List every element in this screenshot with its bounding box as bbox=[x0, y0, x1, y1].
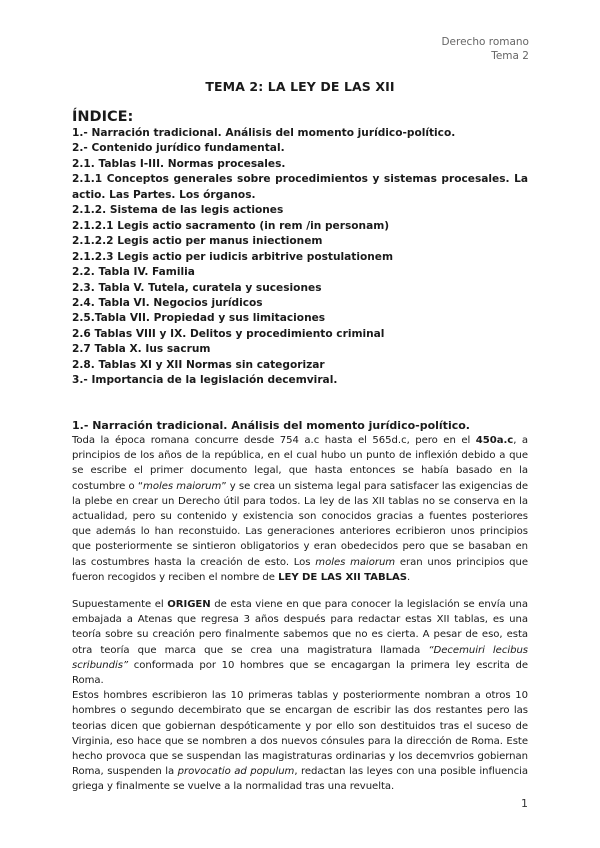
header-topic: Tema 2 bbox=[491, 49, 529, 62]
index-item: 2.2. Tabla IV. Familia bbox=[72, 266, 195, 279]
index-item: 2.1.2.2 Legis actio per manus iniectionem bbox=[72, 235, 323, 248]
index-list bbox=[72, 126, 528, 389]
index-item: 2.- Contenido jurídico fundamental. bbox=[72, 142, 285, 155]
text-run: de esta viene en que para conocer la legislación se envía una embajada a Atenas que regresa 3 años después para redactar estas XII tablas, es una teoría sobre su creación pero finalmente sabemos que no es cierta. A pesar de eso, esta otra teoría que marca que se crea una magistratura llamada bbox=[72, 599, 528, 656]
index-item: 2.1. Tablas I-III. Normas procesales. bbox=[72, 157, 286, 170]
index-item: 2.6 Tablas VIII y IX. Delitos y procedimiento criminal bbox=[72, 327, 385, 340]
index-item: 2.5.Tabla VII. Propiedad y sus limitaciones bbox=[72, 312, 326, 325]
index-item: 1.- Narración tradicional. Análisis del momento jurídico-político. bbox=[72, 127, 456, 139]
paragraph-1 bbox=[72, 433, 528, 585]
index-item: 2.1.2. Sistema de las legis actiones bbox=[72, 204, 284, 217]
header-subject: Derecho romano bbox=[441, 36, 529, 48]
bold-text: LEY DE LAS XII TABLAS bbox=[278, 571, 407, 583]
paragraph-2 bbox=[72, 597, 528, 688]
section-1 bbox=[72, 418, 528, 795]
text-run: Estos hombres escribieron las 10 primeras tablas y posteriormente nombran a otros 10 hombres o segundo decembirato que se encargan de escribir las dos restantes pero las teorias dicen que gobiernan despóticamente y por ello son destituidos tras el suceso de Virginia, eso hace que se nombren a dos nuevos cónsules para la dirección de Roma. Este hecho provoca que se suspendan las magistraturas ordinarias y los decemvrios gobiernan Roma, suspenden la bbox=[72, 690, 528, 778]
text-run: . bbox=[406, 571, 411, 583]
index-item: 3.- Importancia de la legislación decemviral. bbox=[72, 374, 338, 387]
index-item: 2.8. Tablas XI y XII Normas sin categorizar bbox=[72, 358, 325, 371]
page-title: TEMA 2: LA LEY DE LAS XII bbox=[205, 79, 395, 94]
index-heading: ÍNDICE: bbox=[72, 109, 134, 125]
text-run: Supuestamente el bbox=[72, 599, 168, 611]
italic-text: provocatio ad populum bbox=[177, 766, 295, 778]
text-run: ” y se crea un sistema legal para satisfacer las exigencias de la plebe en crear un Derecho útil para todos. La ley de las XII tablas no se conserva en la actualidad, pero su contenido y existencia son conocidos gracias a fuentes posteriores que además lo han reconstuido. Las generaciones anteriores ecribieron unos principios que posteriormente se sintieron obligatorios y eran obedecidos pero que se basaban en las costumbres hasta la creación de esto. Los bbox=[72, 480, 529, 568]
page-number: 1 bbox=[521, 797, 528, 810]
running-header bbox=[441, 36, 529, 63]
paragraph-gap bbox=[72, 585, 528, 597]
text-run: , a principios de los años de la república, en el cual hubo un punto de inflexión debido a que se escribe el primer documento legal, que hasta entonces se había basado en la costumbre o “ bbox=[72, 435, 529, 492]
text-run: Toda la época romana concurre desde 754 a.c hasta el 565d.c, pero en el bbox=[72, 435, 476, 446]
index-item: 2.7 Tabla X. Ius sacrum bbox=[72, 343, 211, 356]
bold-text: ORIGEN bbox=[167, 599, 211, 611]
index-item: 2.1.1 Conceptos generales sobre procedimientos y sistemas procesales. La actio. Las Partes. Los órganos. bbox=[72, 173, 528, 201]
italic-text: moles maiorum bbox=[315, 556, 396, 568]
bold-text: 450a.c bbox=[475, 435, 514, 446]
index-item: 2.3. Tabla V. Tutela, curatela y sucesiones bbox=[72, 281, 322, 294]
index-item: 2.4. Tabla VI. Negocios jurídicos bbox=[72, 296, 263, 309]
text-run: , redactan las leyes con una posible influencia griega y finalmente se vuelve a la normalidad tras una revuelta. bbox=[72, 766, 529, 793]
italic-text: moles maiorum bbox=[143, 480, 222, 492]
text-run: eran unos principios que fueron recogidos y reciben el nombre de bbox=[72, 556, 529, 583]
index-item: 2.1.2.1 Legis actio sacramento (in rem /in personam) bbox=[72, 219, 390, 232]
section-heading: 1.- Narración tradicional. Análisis del momento jurídico-político. bbox=[72, 419, 470, 432]
text-run: conformada por 10 hombres que se encagargan la primera ley escrita de Roma. bbox=[72, 659, 528, 687]
table-of-contents bbox=[72, 108, 528, 389]
paragraph-3 bbox=[72, 688, 528, 794]
italic-text: “Decemuiri lecibus scribundis” bbox=[72, 644, 528, 671]
index-item: 2.1.2.3 Legis actio per iudicis arbitrive postulationem bbox=[72, 250, 394, 263]
